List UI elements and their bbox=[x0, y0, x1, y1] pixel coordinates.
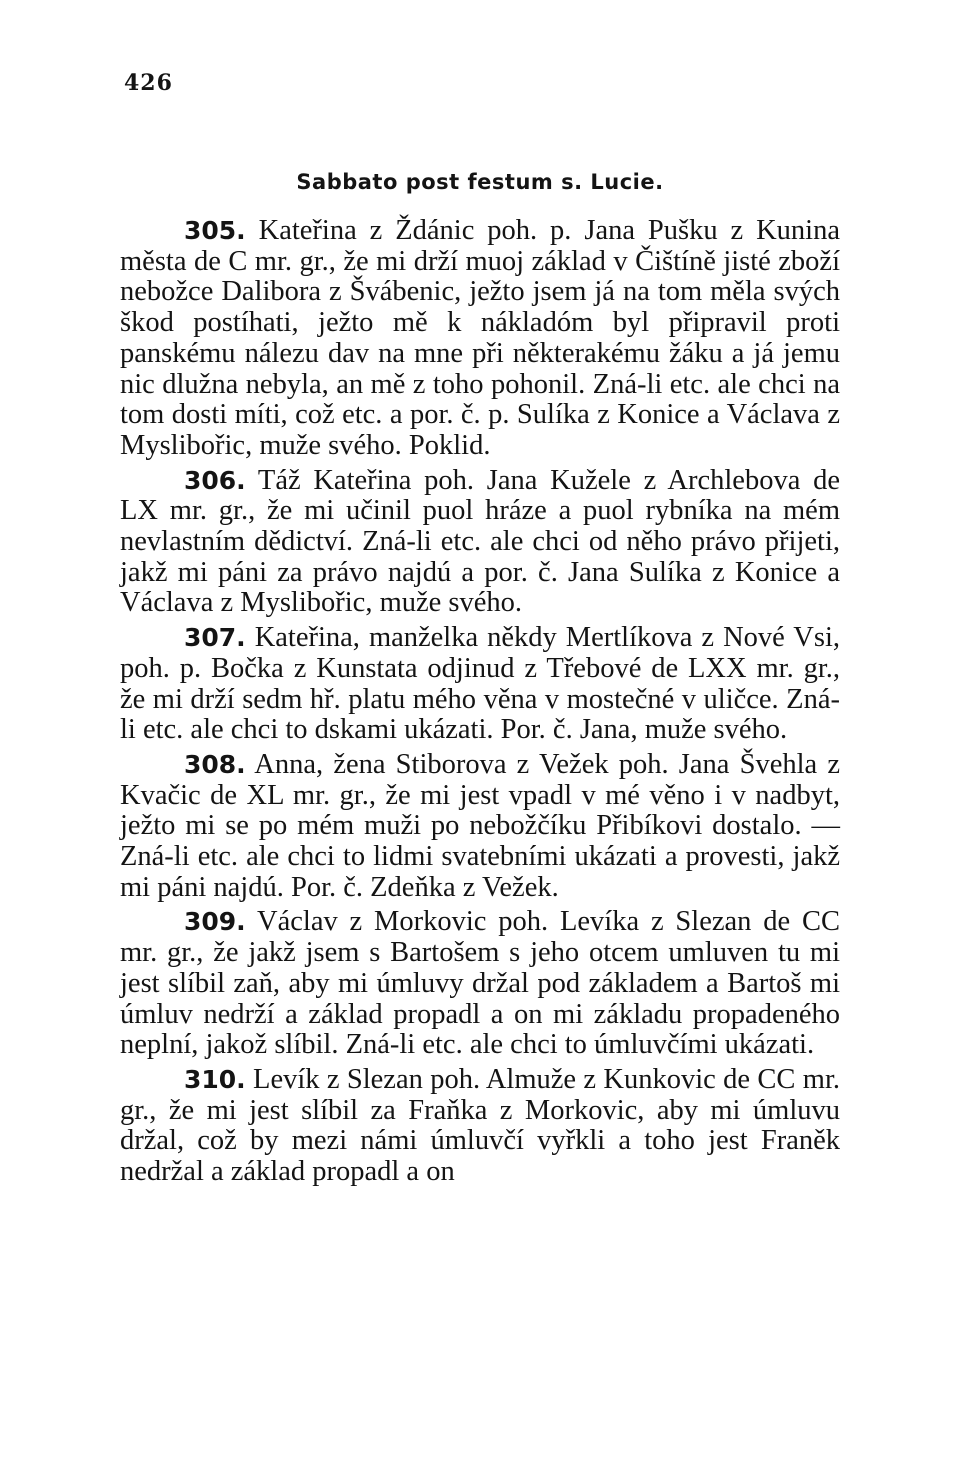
entry-number: 308. bbox=[184, 749, 246, 779]
entry-305 bbox=[120, 216, 840, 462]
entry-text: Kateřina z Ždánic poh. p. Jana Pušku z Kunina města de C mr. gr., že mi drží muoj základ v Čištíně jisté zboží nebožce Dalibora z Švábenic, ježto jsem já na tom měla svých škod postíhati, ježto mě k nákladóm byl připravil proti panskému nálezu dav na mne při některakému žáku a já jemu nic dlužna nebyla, an mě z toho pohonil. Zná-li etc. ale chci na tom dosti míti, což etc. a por. č. p. Sulíka z Konice a Václava z Myslibořic, muže svého. Poklid. bbox=[120, 215, 840, 461]
entry-number: 305. bbox=[184, 216, 246, 245]
entry-number: 307. bbox=[184, 623, 246, 653]
entry-text: Kateřina, manželka někdy Mertlíkova z Nové Vsi, poh. p. Bočka z Kunstata odjinud z Třebové de LXX mr. gr., že mi drží sedm hř. platu mého věna v mostečné v uličce. Zná-li etc. ale chci to dskami ukázati. Por. č. Jana, muže svého. bbox=[120, 622, 841, 746]
entry-text: Levík z Slezan poh. Almuže z Kunkovic de CC mr. gr., že mi jest slíbil za Fraňka z Morkovic, aby mi úmluvu držal, což by mezi námi úmluvčí vyřkli a toho jest Franěk nedržal a základ propadl a on bbox=[120, 1063, 841, 1188]
entry-306 bbox=[120, 466, 840, 620]
entry-309 bbox=[120, 907, 840, 1061]
entry-310 bbox=[120, 1065, 840, 1188]
entry-307 bbox=[120, 623, 840, 746]
entry-text: Václav z Morkovic poh. Levíka z Slezan de CC mr. gr., že jakž jsem s Bartošem s jeho otcem umluven tu mi jest slíbil zaň, aby mi úmluvy držal pod základem a Bartoš mi úmluv nedrží a základ propadl a on mi základu propadeného neplní, jakož slíbil. Zná-li etc. ale chci to úmluvčími ukázati. bbox=[120, 906, 840, 1061]
page-number: 426 bbox=[124, 70, 173, 96]
entry-number: 310. bbox=[184, 1064, 246, 1094]
entry-number: 306. bbox=[184, 465, 246, 495]
entry-number: 309. bbox=[184, 907, 246, 937]
section-heading: Sabbato post festum s. Lucie. bbox=[296, 170, 664, 194]
entry-text: Táž Kateřina poh. Jana Kužele z Archlebova de LX mr. gr., že mi učinil puol hráze a puol rybníka na mém nevlastním dědictví. Zná-li etc. ale chci od něho právo přijeti, jakž mi páni za právo najdú a por. č. Jana Sulíka z Konice a Václava z Myslibořic, muže svého. bbox=[120, 464, 840, 619]
entry-308 bbox=[120, 750, 840, 904]
body-text bbox=[120, 216, 840, 1192]
entry-text: Anna, žena Stiborova z Vežek poh. Jana Švehla z Kvačic de XL mr. gr., že mi jest vpadl v mé věno i v nadbyt, ježto mi se po mém muži po nebožčíku Přibíkovi dostalo. — Zná-li etc. ale chci to lidmi svatebními ukázati a provesti, jakž mi páni najdú. Por. č. Zdeňka z Vežek. bbox=[120, 748, 841, 903]
